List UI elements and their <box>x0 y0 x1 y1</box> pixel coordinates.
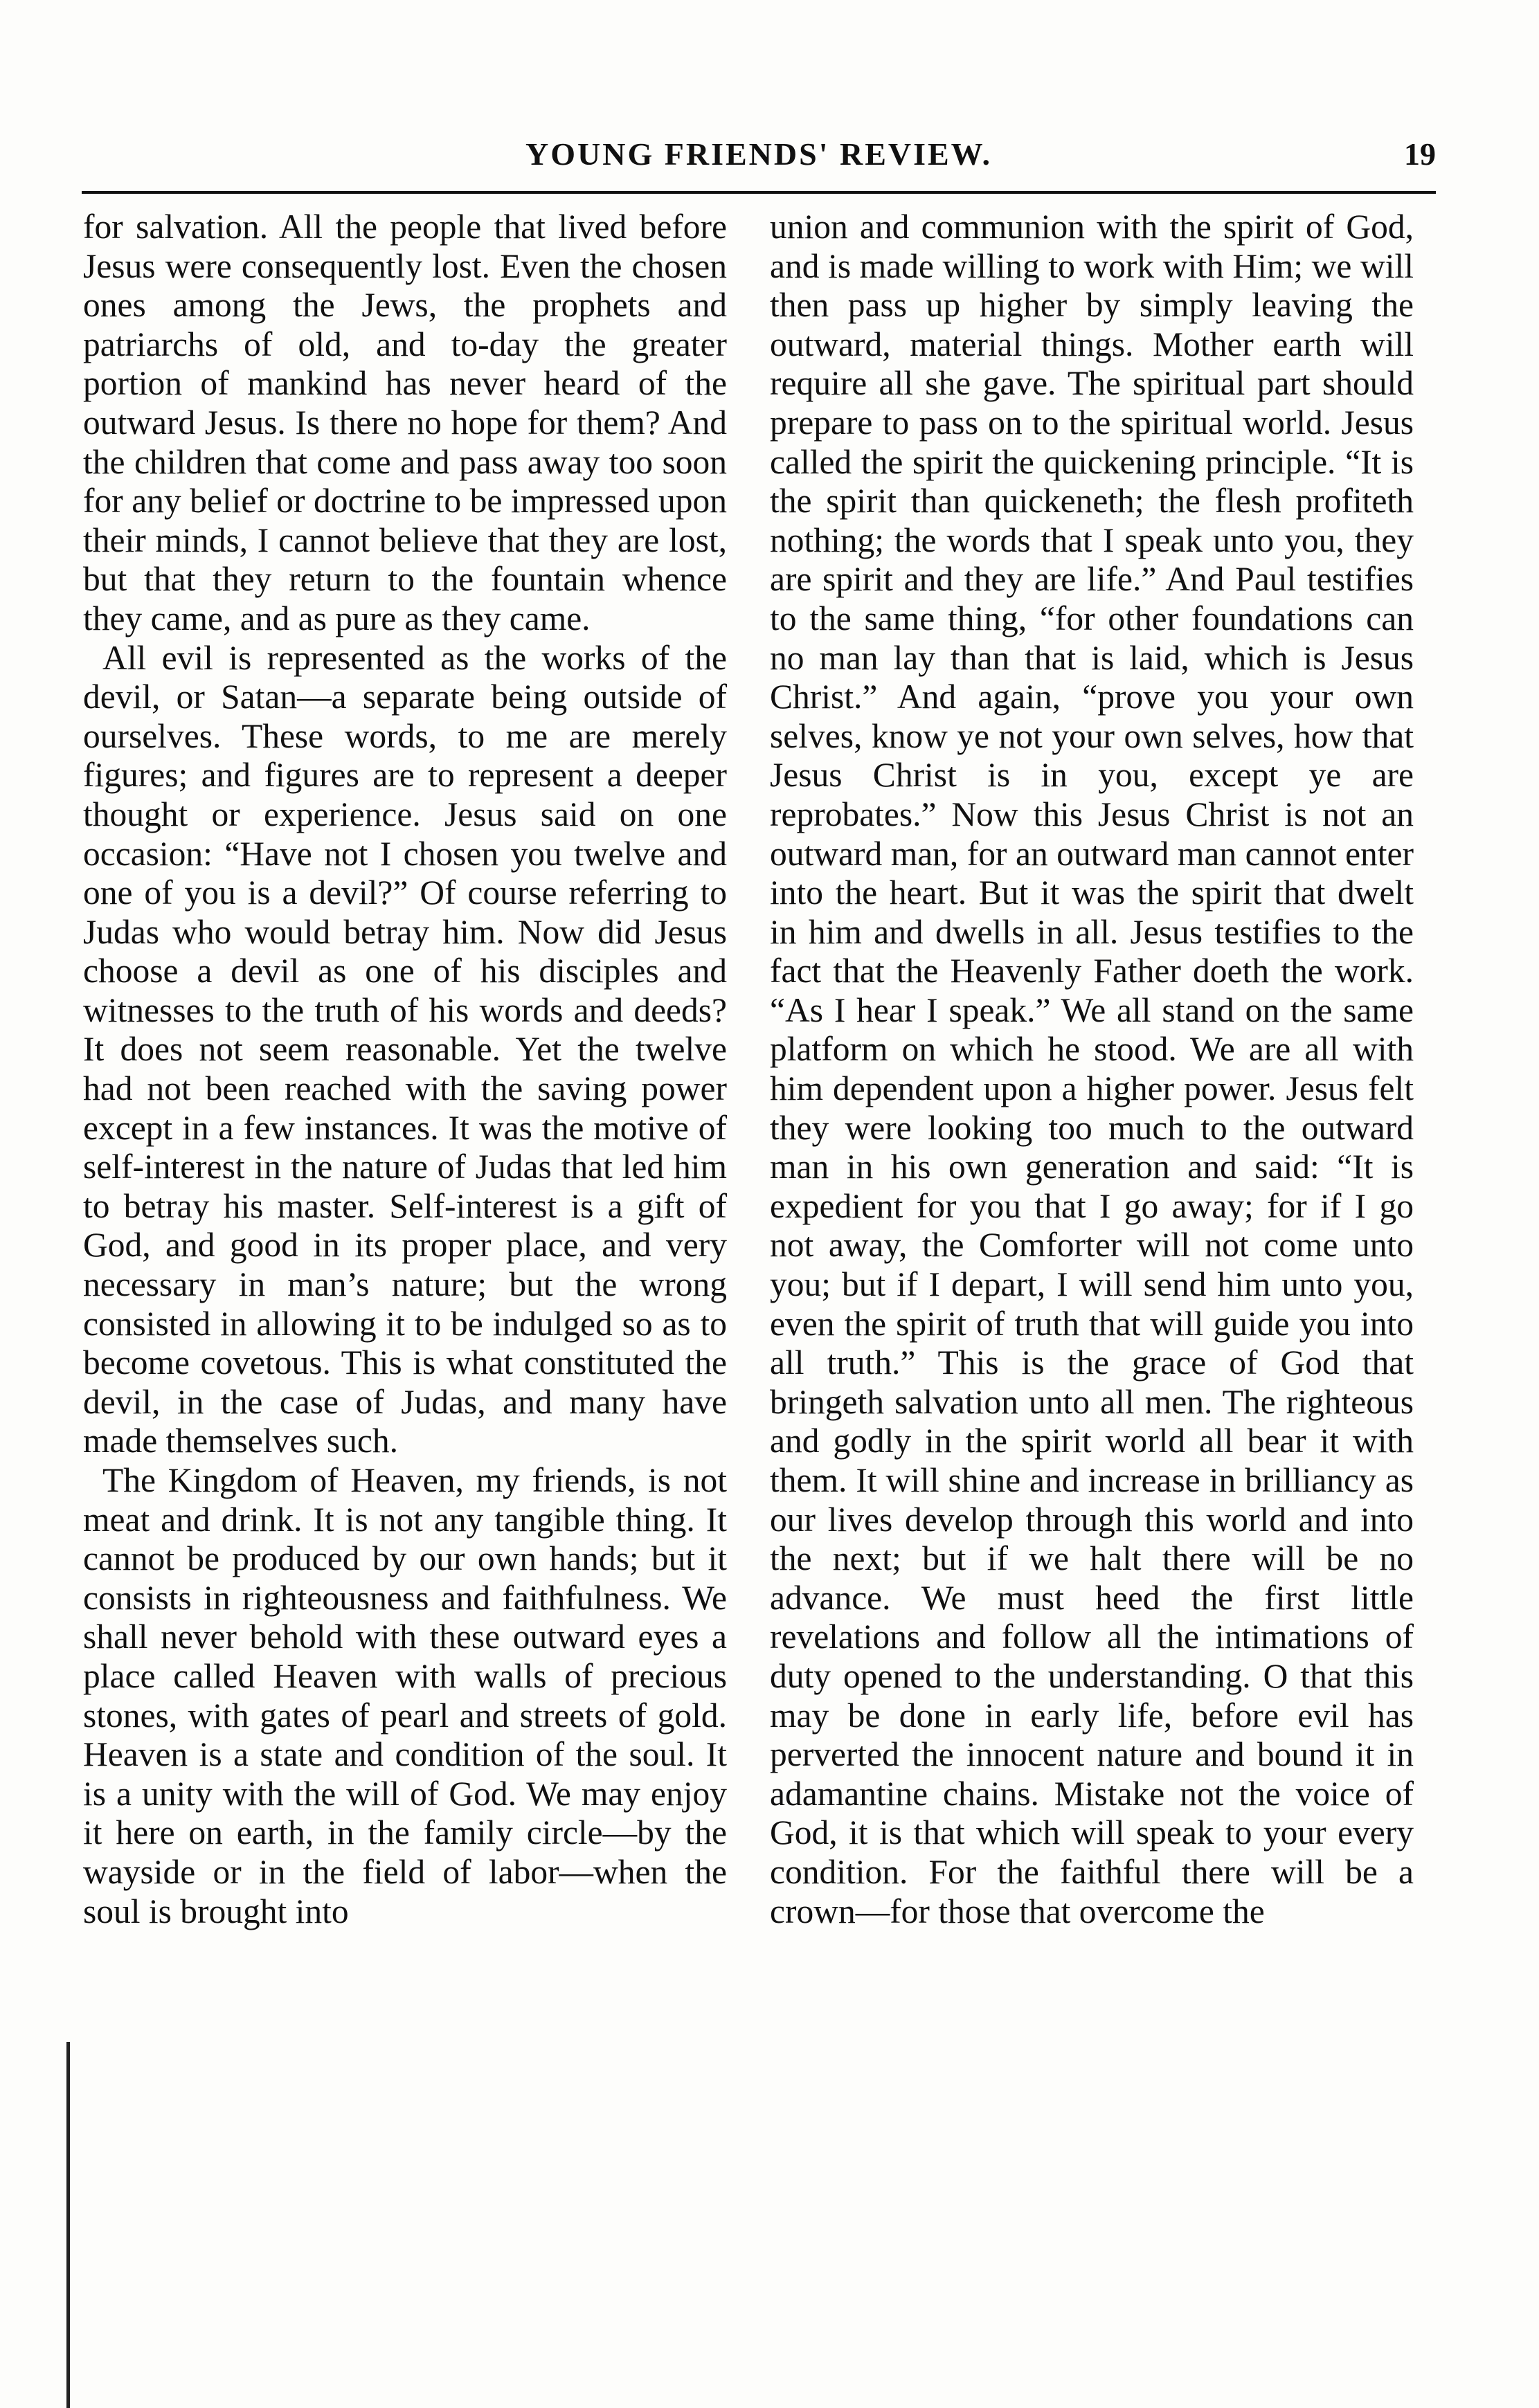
page-number: 19 <box>1404 136 1436 172</box>
paragraph: All evil is represented as the works of the devil, or Satan—a separate being outside of ourselves. These words, to me are merely figures; and figures are to represent a deeper thought or experience. Jesus said on one occasion: “Have not I chosen you twelve and one of you is a devil?” Of course referring to Judas who would betray him. Now did Jesus choose a devil as one of his disciples and witnesses to the truth of his words and deeds? It does not seem reasonable. Yet the twelve had not been reached with the saving power except in a few instances. It was the motive of self-interest in the nature of Judas that led him to betray his master. Self-interest is a gift of God, and good in its proper place, and very necessary in man’s nature; but the wrong consisted in allowing it to be indulged so as to become covetous. This is what constituted the devil, in the case of Judas, and many have made themselves such. <box>83 638 727 1460</box>
page-header <box>82 136 1436 184</box>
binding-edge-line <box>66 2042 70 2408</box>
header-rule <box>82 191 1436 194</box>
left-column <box>83 208 727 1931</box>
paragraph: for salvation. All the people that lived before Jesus were consequently lost. Even the chosen ones among the Jews, the prophets and patriarchs of old, and to-day the greater portion of mankind has never heard of the outward Jesus. Is there no hope for them? And the children that come and pass away too soon for any belief or doctrine to be impressed upon their minds, I cannot believe that they are lost, but that they return to the fountain whence they came, and as pure as they came. <box>83 208 727 637</box>
running-title: YOUNG FRIENDS' REVIEW. <box>525 136 992 172</box>
paragraph: The Kingdom of Heaven, my friends, is not meat and drink. It is not any tangible thing. It cannot be produced by our own hands; but it consists in righteousness and faithfulness. We shall never behold with these outward eyes a place called Heaven with walls of precious stones, with gates of pearl and streets of gold. Heaven is a state and condition of the soul. It is a unity with the will of God. We may enjoy it here on earth, in the family circle—by the wayside or in the field of labor—when the soul is brought into <box>83 1461 727 1930</box>
right-column <box>770 208 1414 1931</box>
paragraph: union and communion with the spirit of God, and is made willing to work with Him; we will then pass up higher by simply leaving the outward, material things. Mother earth will require all she gave. The spiritual part should prepare to pass on to the spiritual world. Jesus called the spirit the quickening principle. “It is the spirit than quickeneth; the flesh profiteth nothing; the words that I speak unto you, they are spirit and they are life.” And Paul testifies to the same thing, “for other foundations can no man lay than that is laid, which is Jesus Christ.” And again, “prove you your own selves, know ye not your own selves, how that Jesus Christ is in you, except ye are reprobates.” Now this Jesus Christ is not an outward man, for an outward man cannot enter into the heart. But it was the spirit that dwelt in him and dwells in all. Jesus testifies to the fact that the Heavenly Father doeth the work. “As I hear I speak.” We all stand on the same platform on which he stood. We are all with him dependent upon a higher power. Jesus felt they were looking too much to the outward man in his own generation and said: “It is expedient for you that I go away; for if I go not away, the Comforter will not come unto you; but if I depart, I will send him unto you, even the spirit of truth that will guide you into all truth.” This is the grace of God that bringeth salvation unto all men. The righteous and godly in the spirit world all bear it with them. It will shine and increase in brilliancy as our lives develop through this world and into the next; but if we halt there will be no advance. We must heed the first little revelations and follow all the intimations of duty opened to the understanding. O that this may be done in early life, before evil has perverted the innocent nature and bound it in adamantine chains. Mistake not the voice of God, it is that which will speak to your every condition. For the faithful there will be a crown—for those that overcome the <box>770 208 1414 1930</box>
